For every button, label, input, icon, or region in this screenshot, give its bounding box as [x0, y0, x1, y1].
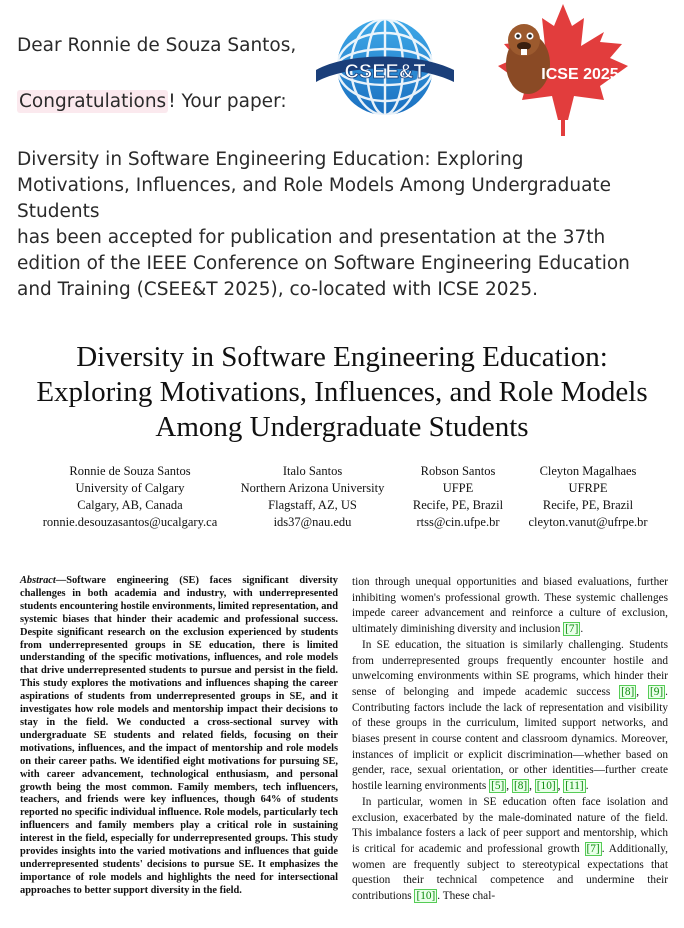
email-paper-title: Diversity in Software Engineering Education: Exploring Motivations, Influences, and Role Models Among Undergraduate Students — [17, 149, 612, 222]
citation-link[interactable]: [11] — [565, 780, 584, 793]
citation-link[interactable]: [7] — [586, 842, 600, 855]
intro-paragraph — [352, 795, 668, 905]
author-block — [398, 463, 518, 531]
citation-link[interactable]: [7] — [565, 623, 579, 636]
paragraph-text: . These chal- — [437, 890, 496, 903]
intro-paragraph: In SE education, the situation is similarly challenging. Students from underrepresented groups frequently encounter hostile and unwelcoming environments within SE programs, which hinder their sense of belonging and impede academic success [8] , [9] . Contributing factors include the lack of representation and visibility of these groups in the curriculum, limited support networks, and biases present in course content and classroom dynamics. Moreover, instances of implicit or explicit discrimination—whether based on gender, race, sexual orientation, or other identities—further create hostile learning environments [5] , [8] , [10] , [11] . — [352, 638, 668, 793]
author-name: Cleyton Magalhaes — [539, 464, 637, 478]
author-name: Ronnie de Souza Santos — [69, 464, 191, 478]
author-location: Calgary, AB, Canada — [77, 498, 183, 512]
citation-link[interactable]: [10] — [416, 890, 436, 903]
abstract-text: —Software engineering (SE) faces significant diversity challenges in both academia and industry, with underrepresented students encountering hostile environments, limited representation, and systemic biases that hinder their academic and professional success. Despite significant research on the exclusion experienced by students from underrepresented groups in SE education, there is limited understanding of the specific motivations, influences, and role models that drive underrepresented students to pursue and persist in the field. This study explores the motivations and influences shaping the career aspirations of students from underrepresented groups in SE, and it investigates how role models and mentorship impact their decisions to stay in the field. We conducted a cross-sectional survey with undergraduate SE students and related fields, focusing on their motivations, influences, and the impact of mentorship and role models on their career paths. We identified eight motivations for pursuing SE, with career advancement, technological enthusiasm, and personal growth being the most common. Family members, tech influencers, teachers, and friends were key influences, though 64% of students reported no specific individual influence. Role models, particularly tech influencers and family members play a critical role in sustaining interest in the field, especially for underrepresented groups. This study provides insights into the varied motivations and influences that guide underrepresented students' decisions to pursue SE. It emphasizes the importance of role models and highlights the need for intersectional approaches to better support diversity in the field. — [20, 575, 338, 896]
intro-column — [352, 575, 668, 905]
csee-logo-text: CSEE&T — [344, 61, 426, 83]
paragraph-text: . Contributing factors include the lack of representation and visibility of these groups in the curriculum, limited support networks, and biases present in course content and classroom dynamics. Moreover, instances of implicit or explicit discrimination—whether based on gender, race, sexual orientation, or other identities—further create hostile learning environments — [352, 685, 668, 793]
citation-link[interactable]: [9] — [649, 685, 664, 698]
abstract-column — [20, 575, 338, 898]
acceptance-text: has been accepted for publication and presentation at the 37th edition of the IEEE Conference on Software Engineering Education and Training (CSEE&T 2025), co-located with ICSE 2025. — [17, 227, 630, 300]
paragraph-text: In particular, women in SE education often face isolation and exclusion, exacerbated by the male-dominated nature of the field. This imbalance fosters a lack of peer support and mentorship, which is critical for academic and professional growth — [352, 795, 668, 855]
icse-logo-text: ICSE 2025 — [541, 66, 619, 83]
author-name: Robson Santos — [420, 464, 496, 478]
author-block — [30, 463, 230, 531]
paragraph-text: . Additionally, women are frequently subject to stereotypical expectations that question their technical competence and undermine their contributions — [352, 842, 668, 903]
paper-title — [0, 340, 684, 445]
citation-link[interactable]: [10] — [536, 780, 556, 793]
citation-link[interactable]: [8] — [621, 685, 635, 698]
abstract-label: Abstract — [20, 575, 56, 586]
author-affiliation: Northern Arizona University — [240, 481, 385, 495]
csee-logo — [308, 12, 458, 124]
author-email: rtss@cin.ufpe.br — [416, 515, 500, 529]
author-block — [518, 463, 658, 531]
author-affiliation: University of Calgary — [75, 481, 185, 495]
paper-title-line: Exploring Motivations, Influences, and Role Models — [36, 376, 648, 408]
icse-logo — [488, 2, 638, 136]
author-email: ids37@nau.edu — [273, 515, 352, 529]
congrats-line — [17, 89, 287, 115]
author-location: Recife, PE, Brazil — [412, 498, 504, 512]
acceptance-email — [0, 0, 684, 330]
citation-link[interactable]: [8] — [513, 780, 528, 793]
intro-paragraph: tion through unequal opportunities and biased evaluations, further inhibiting women's professional growth. These systemic challenges impede career advancement and reinforce a culture of exclusion, ultimately diminishing diversity and inclusion [7] . — [352, 576, 668, 636]
author-block — [230, 463, 395, 531]
author-email: ronnie.desouzasantos@ucalgary.ca — [42, 515, 218, 529]
author-affiliation: UFPE — [442, 481, 474, 495]
congrats-highlight: Congratulations — [19, 91, 167, 112]
paper-title-line: Diversity in Software Engineering Education: — [76, 341, 608, 373]
paragraph-text: In SE education, the situation is similarly challenging. Students from underrepresented groups frequently encounter hostile and unwelcoming environments within SE programs, which hinder their sense of belonging and impede academic success — [352, 638, 668, 698]
author-email: cleyton.vanut@ufrpe.br — [528, 515, 648, 529]
citation-link[interactable]: [5] — [491, 780, 505, 793]
author-location: Flagstaff, AZ, US — [268, 498, 357, 512]
paragraph-text: tion through unequal opportunities and biased evaluations, further inhibiting women's professional growth. These systemic challenges impede career advancement and reinforce a culture of exclusion, ultimately diminishing diversity and inclusion — [352, 576, 668, 636]
author-affiliation: UFRPE — [568, 481, 608, 495]
congrats-rest: ! Your paper: — [168, 91, 287, 112]
paper-title-line: Among Undergraduate Students — [155, 411, 529, 443]
author-name: Italo Santos — [282, 464, 343, 478]
email-greeting: Dear Ronnie de Souza Santos, — [17, 35, 297, 56]
author-location: Recife, PE, Brazil — [542, 498, 634, 512]
paper-preview — [0, 330, 684, 928]
